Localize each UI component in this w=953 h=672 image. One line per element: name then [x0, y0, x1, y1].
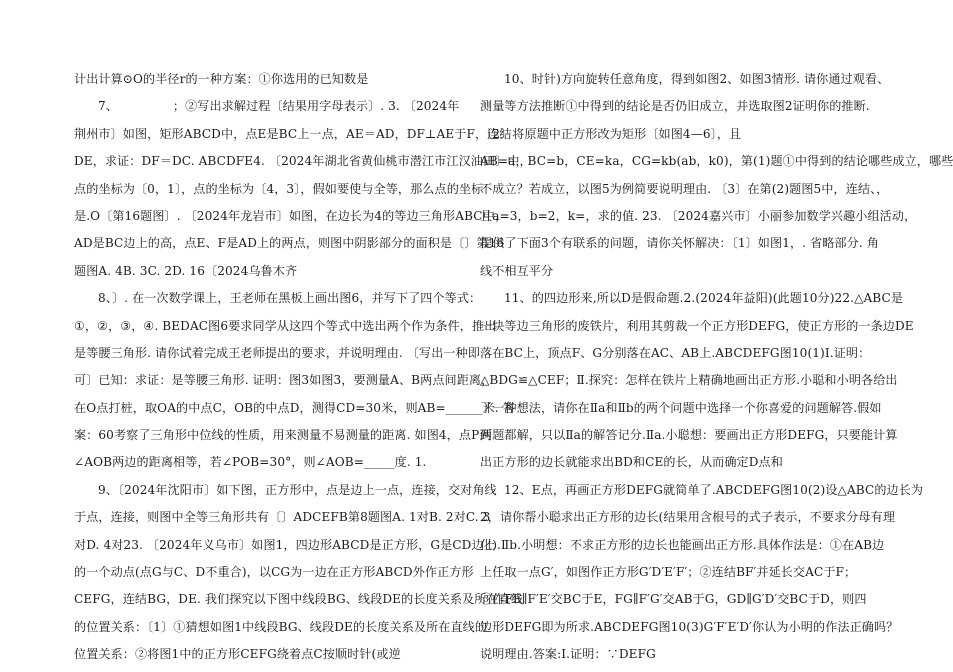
left-text-line: 9、〔2024年沈阳市〕如下图，正方形中，点是边上一点，连接，交对角线 — [98, 482, 497, 497]
left-text-line: 对D. 4对23. 〔2024年义乌市〕如图1，四边形ABCD是正方形，G是CD边上 — [74, 537, 496, 552]
right-text-line: 2，请你帮小聪求出正方形的边长(结果用含根号的式子表示，不要求分母有理 — [480, 510, 896, 525]
left-text-line: 是.O〔第16题图〕. 〔2024年龙岩市〕如图，在边长为4的等边三角形ABC中， — [74, 208, 508, 223]
right-text-line: 落在BC上，顶点F、G分别落在AC、AB上.ABCDEFG图10(1)Ⅰ.证明： — [480, 345, 871, 360]
right-text-line: 出正方形的边长就能求出BD和CE的长，从而确定D点和 — [480, 455, 783, 470]
left-text-line: ①，②，③，④. BEDAC图6要求同学从这四个等式中选出两个作为条件，推出 — [74, 318, 497, 333]
right-text-line: 12、E点，再画正方形DEFG就简单了.ABCDEFG图10(2)设△ABC的边长为 — [504, 482, 924, 497]
right-text-line: 〔2〕将原题中正方形改为矩形〔如图4—6〕，且 — [480, 126, 742, 141]
right-text-line: ③作FE∥F′E′交BC于E，FG∥F′G′交AB于G，GD∥G′D′交BC于D，则四 — [480, 592, 867, 607]
left-text-line: 是等腰三角形. 请你试着完成王老师提出的要求，并说明理由. 〔写出一种即 — [74, 345, 480, 360]
left-text-line: 位置关系：②将图1中的正方形CEFG绕着点C按顺时针(或逆 — [74, 647, 401, 662]
right-text-line: 线不相互平分 — [480, 263, 554, 278]
right-text-line: 提供了下面3个有联系的问题，请你关怀解决：〔1〕如图1，. 省略部分. 角 — [480, 236, 879, 251]
left-text-line: 8、〕. 在一次数学课上，王老师在黑板上画出图6，并写下了四个等式： — [98, 291, 482, 306]
left-text-line: 于点，连接，则图中全等三角形共有〔〕ADCEFB第8题图A. 1对B. 2对C. 3 — [74, 510, 491, 525]
right-text-line: 不成立？若成立，以图5为例简要说明理由. 〔3〕在第(2)题图5中，连结、， — [480, 181, 889, 196]
right-text-line: 测量等方法推断①中得到的结论是否仍旧成立，并选取图2证明你的推断. — [480, 99, 870, 114]
right-text-line: 两题都解，只以Ⅱa的解答记分.Ⅱa.小聪想：要画出正方形DEFG，只要能计算 — [480, 428, 898, 443]
left-text-line: 计出计算⊙O的半径r的一种方案：①你选用的已知数是 — [74, 72, 369, 86]
right-text-line: 且a=3，b=2，k=，求的值. 23. 〔2024嘉兴市〕小丽参加数学兴趣小组活动， — [480, 208, 917, 223]
left-text-line: ∠AOB两边的距离相等，若∠POB=30°，则∠AOB=_____度. 1. — [74, 455, 427, 470]
left-text-line: 的位置关系：〔1〕①猜想如图1中线段BG、线段DE的长度关系及所在直线的 — [74, 619, 488, 634]
left-text-line: 7、 ；②写出求解过程〔结果用字母表示〕. 3. 〔2024年 — [98, 99, 460, 114]
left-text-line: 可〕已知：求证：是等腰三角形. 证明：图3如图3，要测量A、B两点间距离， — [74, 373, 494, 388]
left-text-line: DE，求证：DF＝DC. ABCDFE4. 〔2024年湖北省黄仙桃市潜江市江汉油田〕中， — [74, 154, 532, 169]
right-text-line: AB=a，BC=b，CE=ka，CG=kb(ab，k0)，第(1)题①中得到的结论哪些成立，哪些 — [480, 154, 953, 169]
right-text-line: 一块等边三角形的废铁片，利用其剪裁一个正方形DEFG，使正方形的一条边DE — [480, 318, 914, 333]
left-text-line: 在O点打桩，取OA的中点C，OB的中点D，测得CD=30米，则AB=______米. 答 — [74, 400, 515, 415]
right-text-line: 边形DEFG即为所求.ABCDEFG图10(3)G′F′E′D′你认为小明的作法正确吗？ — [480, 619, 899, 634]
right-text-line: △BDG≌△CEF；Ⅱ.探究：怎样在铁片上精确地画出正方形.小聪和小明各给出 — [480, 373, 898, 388]
right-text-line: 说明理由.答案:Ⅰ.证明：∵DEFG — [480, 647, 656, 662]
left-text-line: 案：60考察了三角形中位线的性质，用来测量不易测量的距离. 如图4，点P到 — [74, 428, 492, 443]
right-text-line: 了一种想法，请你在Ⅱa和Ⅱb的两个问题中选择一个你喜爱的问题解答.假如 — [480, 400, 882, 415]
right-text-line: 上任取一点G′，如图作正方形G′D′E′F′；②连结BF′并延长交AC于F； — [480, 565, 857, 580]
left-text-line: CEFG，连结BG，DE. 我们探究以下图中线段BG、线段DE的长度关系及所在直线 — [74, 592, 524, 607]
left-text-line: AD是BC边上的高，点E、F是AD上的两点，则图中阴影部分的面积是〔〕第16 — [74, 236, 505, 251]
right-text-line: 化).Ⅱb.小明想：不求正方形的边长也能画出正方形.具体作法是：①在AB边 — [480, 537, 885, 552]
right-text-line: 10、时针)方向旋转任意角度，得到如图2、如图3情形. 请你通过观看、 — [504, 72, 890, 86]
left-text-line: 点的坐标为〔0，1〕，点的坐标为〔4，3〕，假如要使与全等，那么点的坐标 — [74, 181, 484, 196]
right-column — [480, 66, 953, 669]
right-text-line: 11、的四边形来,所以D是假命题.2.(2024年益阳)(此题10分)22.△ABC是 — [504, 291, 904, 306]
left-text-line: 荆州市〕如图，矩形ABCD中，点E是BC上一点，AE＝AD，DF⊥AE于F，连结 — [74, 126, 512, 141]
left-text-line: 的一个动点(点G与C、D不重合)，以CG为一边在正方形ABCD外作正方形 — [74, 565, 474, 580]
left-text-line: 题图A. 4B. 3C. 2D. 16〔2024乌鲁木齐 — [74, 263, 298, 278]
